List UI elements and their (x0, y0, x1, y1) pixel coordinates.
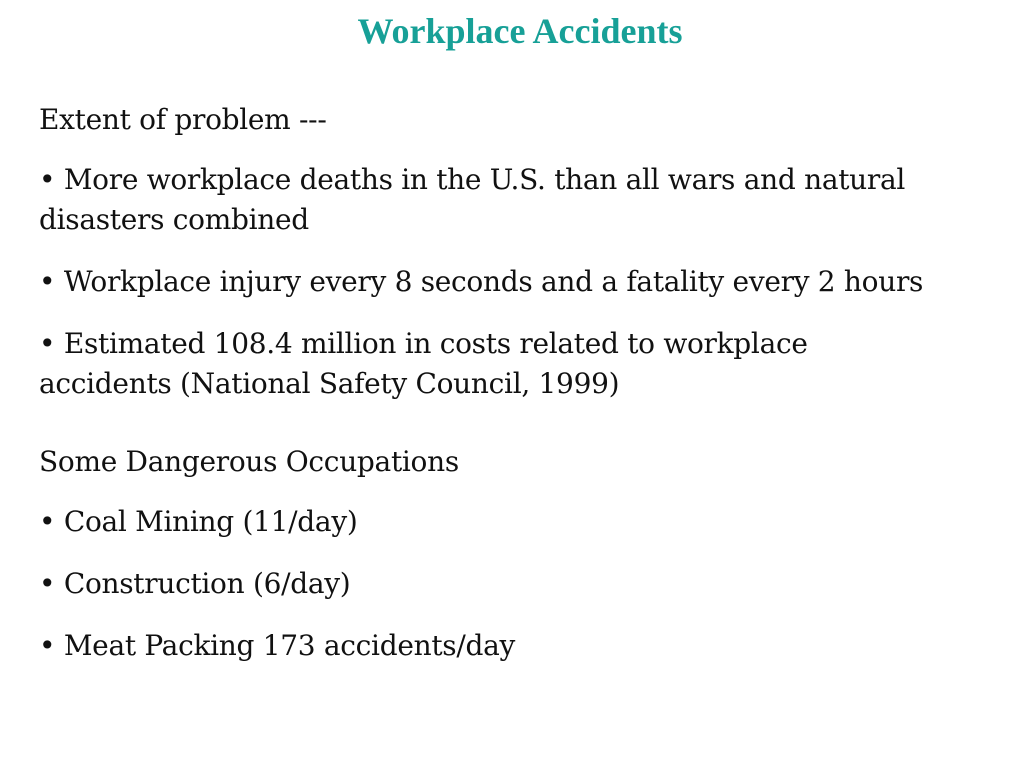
section-heading-occupations: Some Dangerous Occupations (39, 445, 459, 478)
bullet-construction: • Construction (6/day) (39, 567, 351, 600)
slide-title: Workplace Accidents (357, 11, 683, 51)
slide-content (39, 100, 939, 688)
section-heading-extent: Extent of problem --- (39, 103, 327, 136)
bullet-meat-packing: • Meat Packing 173 accidents/day (39, 629, 516, 662)
bullet-estimated-costs: • Estimated 108.4 million in costs related to workplace accidents (National Safety Council, 1999) (39, 327, 808, 400)
bullet-injury-frequency: • Workplace injury every 8 seconds and a fatality every 2 hours (39, 265, 924, 298)
bullet-workplace-deaths: • More workplace deaths in the U.S. than all wars and natural disasters combined (39, 163, 906, 236)
bullet-coal-mining: • Coal Mining (11/day) (39, 505, 358, 538)
